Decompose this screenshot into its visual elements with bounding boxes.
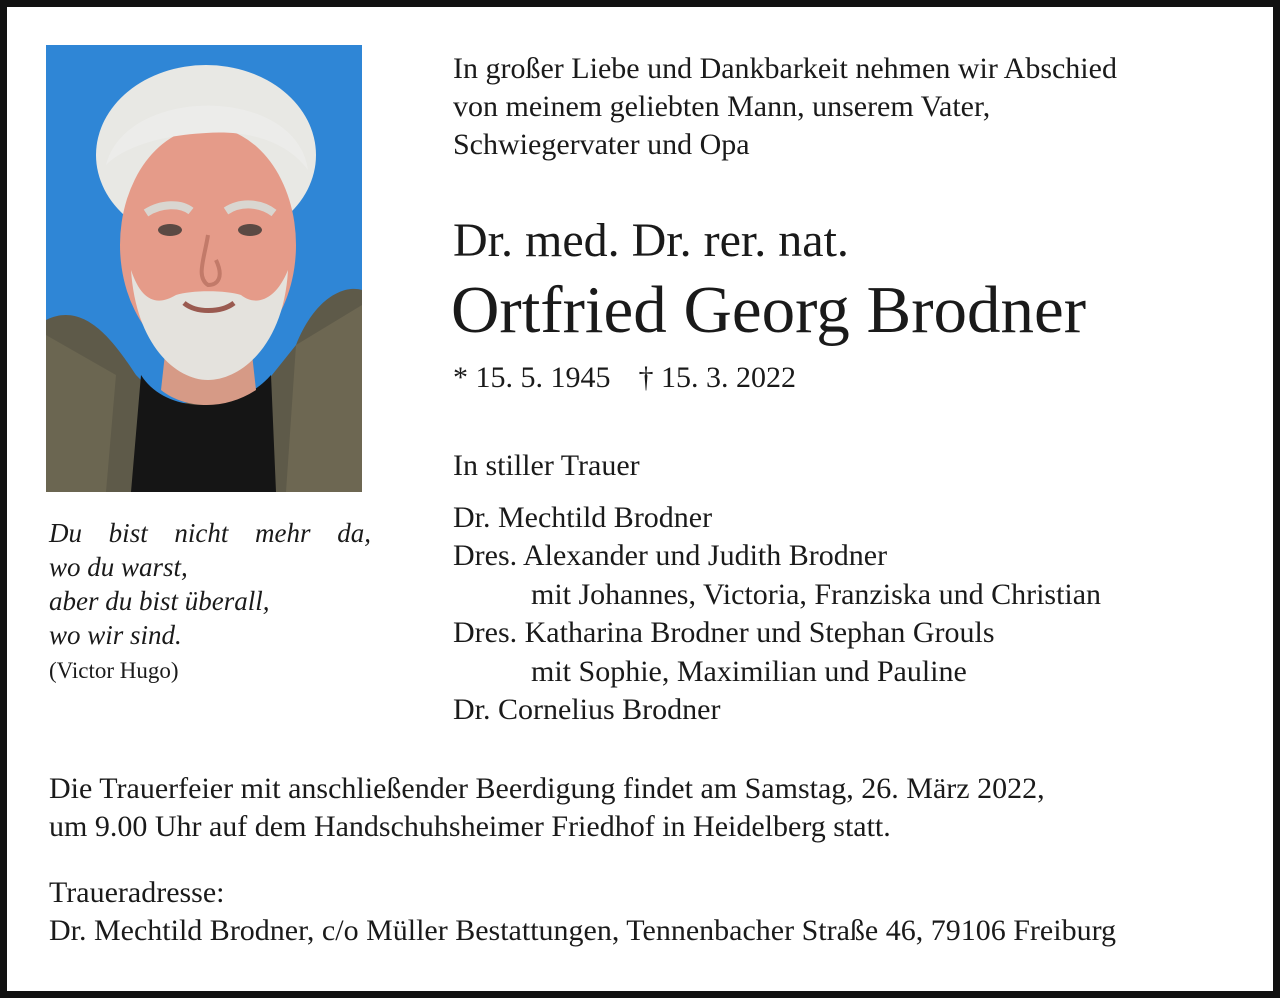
intro-text — [453, 50, 1117, 164]
birth-date: * 15. 5. 1945 — [453, 361, 611, 394]
mourners-list — [453, 499, 1101, 729]
mourners-intro: In stiller Trauer — [453, 449, 640, 482]
mourner-line: mit Johannes, Victoria, Franziska und Christian — [531, 577, 1102, 611]
deceased-academic-title: Dr. med. Dr. rer. nat. — [453, 214, 849, 267]
quote-line: wo wir sind. — [49, 620, 182, 650]
deceased-name: Ortfried Georg Brodner — [451, 273, 1087, 347]
mourner-line: Dres. Katharina Brodner und Stephan Grouls — [453, 616, 995, 650]
address-text: Dr. Mechtild Brodner, c/o Müller Bestattungen, Tennenbacher Straße 46, 79106 Freiburg — [49, 914, 1117, 947]
quote-author: (Victor Hugo) — [49, 658, 179, 683]
quote — [49, 516, 371, 652]
mourner-line: Dr. Mechtild Brodner — [453, 501, 713, 534]
quote-line: aber du bist überall, — [49, 586, 270, 616]
portrait-photo — [46, 45, 362, 492]
funeral-service-info — [49, 770, 1045, 846]
mourner-line: Dres. Alexander und Judith Brodner — [453, 539, 888, 573]
mourner-line: mit Sophie, Maximilian und Pauline — [531, 654, 967, 688]
condolence-address — [49, 874, 1116, 950]
quote-line: wo du warst, — [49, 552, 188, 582]
intro-line: von meinem geliebten Mann, unserem Vater, — [453, 90, 991, 123]
quote-line: Du bist nicht mehr da, — [49, 518, 371, 548]
intro-line: Schwiegervater und Opa — [453, 128, 750, 161]
death-date: † 15. 3. 2022 — [638, 361, 796, 394]
mourner-line: Dr. Cornelius Brodner — [453, 693, 721, 727]
service-line: um 9.00 Uhr auf dem Handschuhsheimer Friedhof in Heidelberg statt. — [49, 810, 891, 843]
life-dates — [453, 359, 796, 397]
service-line: Die Trauerfeier mit anschließender Beerdigung findet am Samstag, 26. März 2022, — [49, 772, 1045, 805]
address-label: Traueradresse: — [49, 876, 225, 909]
intro-line: In großer Liebe und Dankbarkeit nehmen wir Abschied — [453, 52, 1117, 85]
